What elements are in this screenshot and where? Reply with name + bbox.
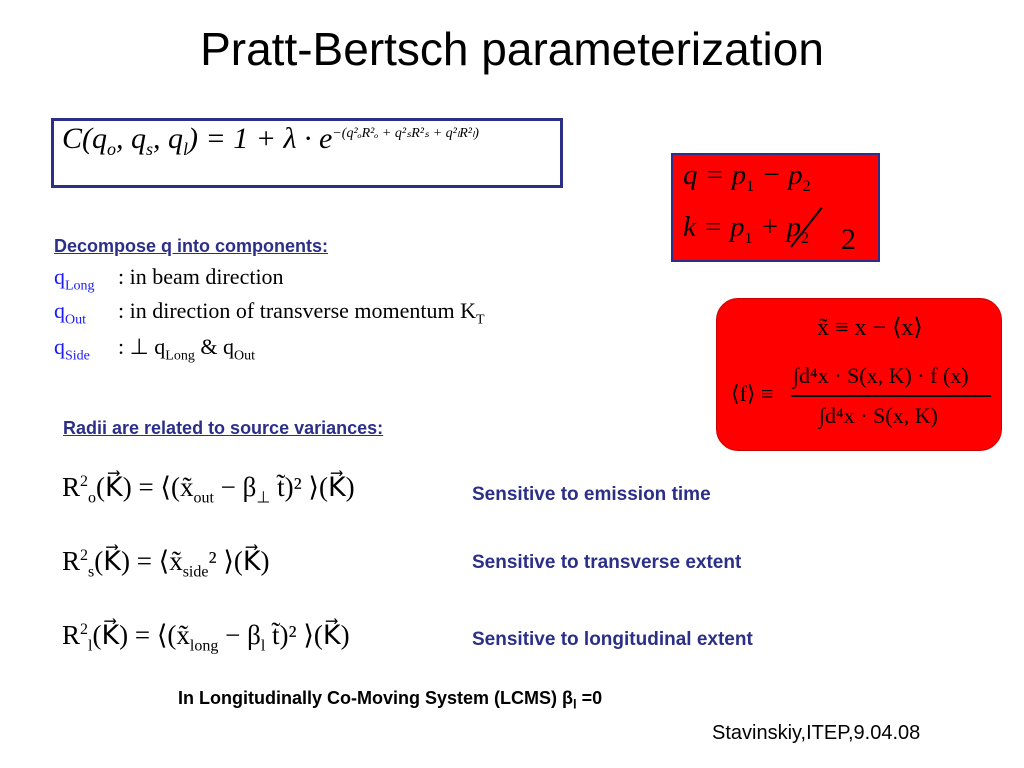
q-out-line bbox=[54, 298, 485, 328]
k-def-sub2: 2 bbox=[801, 229, 810, 247]
q-out-symbol: $q_{Out}$ bbox=[54, 298, 86, 328]
xtilde-definition: x̃ ≡ x − ⟨x⟩ bbox=[817, 315, 923, 341]
k-def-num: p bbox=[729, 211, 745, 243]
q-long-symbol: $q_{Long}$ bbox=[54, 264, 95, 294]
f-average-fraction-line bbox=[791, 395, 991, 397]
formula-lhs: C(q bbox=[62, 122, 107, 155]
f-average-denominator: ∫d⁴x · S(x, K) bbox=[819, 403, 938, 428]
averages-box bbox=[716, 298, 1002, 451]
formula-exponent: −(q²ₒR²ₒ + q²ₛR²ₛ + q²ₗR²ₗ) bbox=[332, 126, 479, 141]
slide-title: Pratt-Bertsch parameterization bbox=[200, 23, 824, 75]
q-def-lhs: q = p bbox=[683, 159, 747, 191]
formula-comma1: , q bbox=[116, 122, 146, 155]
k-def-plus: + p bbox=[752, 211, 802, 243]
f-average-numerator: ∫d⁴x · S(x, K) · f (x) bbox=[793, 363, 969, 388]
k-def-denominator: 2 bbox=[841, 223, 856, 256]
formula-sub-o: o bbox=[107, 139, 116, 159]
f-average-lhs: ⟨f⟩ ≡ bbox=[731, 381, 774, 406]
q-out-text: : in direction of transverse momentum $K_T$ bbox=[118, 298, 485, 328]
k-def-lhs: k = bbox=[683, 211, 730, 243]
q-side-line bbox=[54, 334, 255, 364]
q-side-symbol: $q_{Side}$ bbox=[54, 334, 90, 364]
radii-heading: Radii are related to source variances: bbox=[63, 418, 384, 438]
q-def-sub2: 2 bbox=[802, 177, 811, 195]
q-side-text: : ⊥ $q_{Long}$ & $q_{Out}$ bbox=[118, 334, 255, 364]
radius-out-equation: $R^2_o(K⃗)$ = $⟨(x̃_{out} - \beta_\perp$ t̃)² ⟩(K⃗) bbox=[62, 472, 355, 507]
note-emission-time: Sensitive to emission time bbox=[472, 484, 711, 505]
k-definition bbox=[683, 211, 809, 248]
q-def-sub1: 1 bbox=[746, 177, 755, 195]
q-long-line bbox=[54, 264, 284, 294]
formula-rhs: ) = 1 + λ · e bbox=[188, 122, 333, 155]
formula-sub-l: l bbox=[183, 139, 189, 159]
q-definition bbox=[683, 159, 811, 196]
formula-sub-s: s bbox=[146, 139, 154, 159]
q-long-text: : in beam direction bbox=[118, 264, 284, 289]
formula-comma2: , q bbox=[153, 122, 184, 155]
author-credit: Stavinskiy,ITEP,9.04.08 bbox=[712, 722, 921, 744]
note-transverse-extent: Sensitive to transverse extent bbox=[472, 552, 742, 573]
radius-long-equation: $R^2_l(K⃗)$ = $⟨(x̃_{long} - \beta_l$ t̃)² ⟩(K⃗) bbox=[62, 620, 350, 655]
note-longitudinal-extent: Sensitive to longitudinal extent bbox=[472, 629, 753, 650]
lcms-statement: In Longitudinally Co-Moving System (LCMS) $\beta_l =0$ bbox=[178, 688, 603, 712]
definition-box bbox=[671, 153, 880, 262]
q-def-minus: − p bbox=[754, 159, 803, 191]
radius-side-equation: $R^2_s(K⃗)$ = $⟨x̃_{side}^2$ ⟩(K⃗) bbox=[62, 546, 270, 581]
k-def-sub1: 1 bbox=[744, 229, 753, 247]
decompose-heading: Decompose q into components: bbox=[54, 236, 329, 256]
main-formula bbox=[62, 122, 479, 160]
